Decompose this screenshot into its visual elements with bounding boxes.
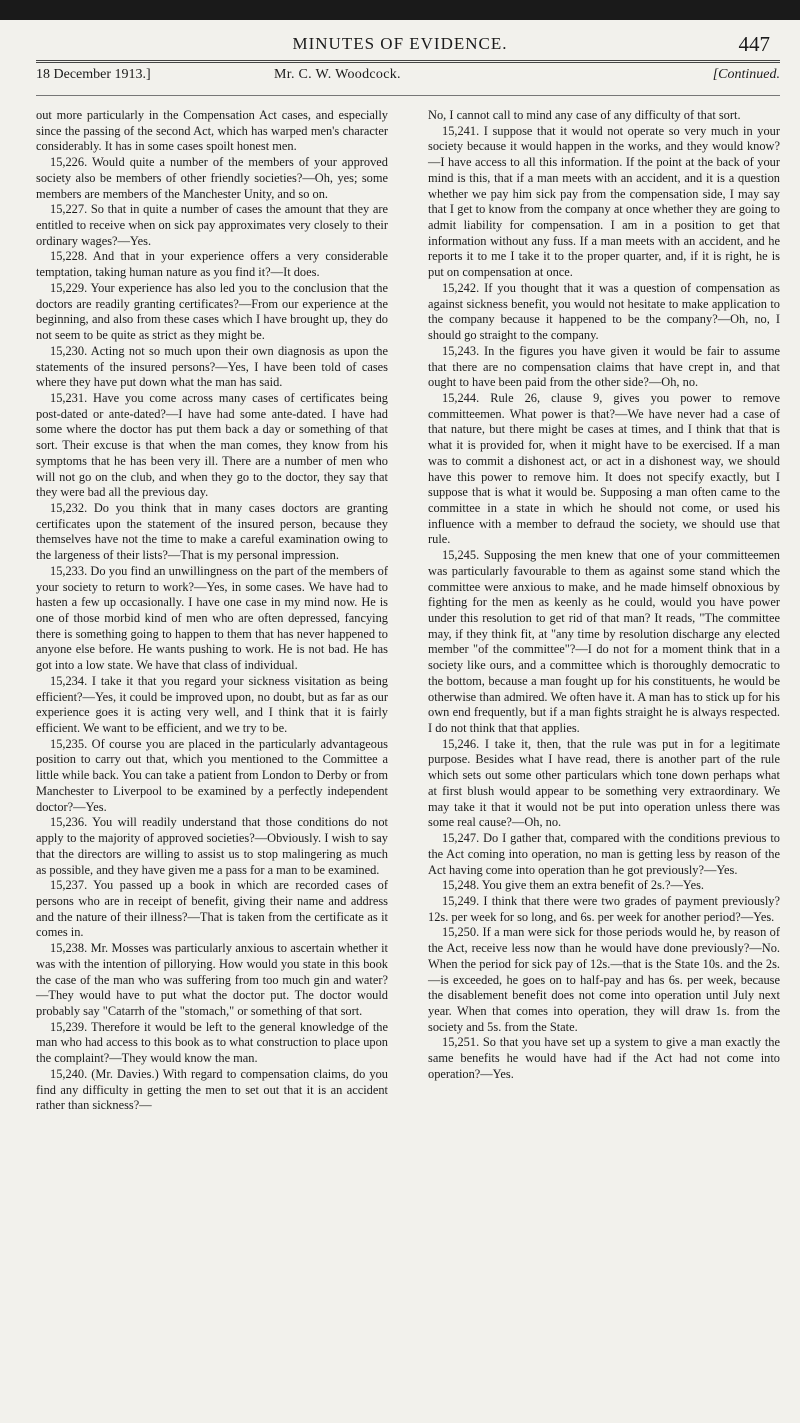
paragraph: 15,244. Rule 26, clause 9, gives you power to remove committeemen. What power is that?—We have never had a case of that nature, but there might be cases at times, and I think that that is what it is provided for, when it might have to be exercised. If a man was to commit a dishonest act, or act in a dishonest way, we should have this power to remove him. It does not specify exactly, but I suppose that is what it would be. Supposing a man often came to the committee in a state in which he should not come, or used his influence with a member to defraud the society, we should use that rule. (428, 390, 780, 547)
paragraph: 15,234. I take it that you regard your sickness visitation as being efficient?—Yes, it could be improved upon, no doubt, but as far as our experience goes it is acting very well, and I think that it is fairly efficient. We want to be efficient, and we try to be. (36, 673, 388, 736)
witness-name: Mr. C. W. Woodcock. (274, 67, 401, 82)
paragraph: 15,229. Your experience has also led you to the conclusion that the doctors are readily granting certificates?—From our experience at the beginning, and also from these cases which I have brought up, they do not seem to be quite as strict as they might be. (36, 280, 388, 343)
left-column (36, 108, 388, 1114)
page-title: MINUTES OF EVIDENCE. (292, 34, 508, 53)
paragraph: 15,248. You give them an extra benefit of 2s.?—Yes. (442, 878, 705, 893)
paragraph: 15,249. I think that there were two grades of payment previously? 12s. per week for so long, and 6s. per week for another period?—Yes. (428, 893, 780, 924)
paragraph: 15,228. And that in your experience offers a very considerable temptation, taking human nature as you find it?—It does. (36, 249, 388, 280)
right-column (428, 108, 780, 1083)
subheader (36, 63, 780, 91)
paragraph: 15,233. Do you find an unwillingness on the part of the members of your society to return to work?—Yes, in some cases. We have had to hasten a few up occasionally. I have one case in my mind now. He is one of those morbid kind of men who are often depressed, fancying there is something going to happen to them that has never happened to anyone else before. He wants pushing to work. He is not bad. He has got into a low state. We have that class of individual. (36, 563, 388, 673)
page-number: 447 (738, 32, 770, 56)
paragraph: 15,241. I suppose that it would not operate so very much in your society because it would happen in the works, and they would know?—I have access to all this information. If the point at the back of your mind is this, that if a man meets with an accident, and it is a question whether we pay him sick pay from the compensation side, I may say that I get to know from the company at once whether they are going to admit liability for compensation. I am in a position to get that information without any fuss. If a man meets with an accident, and he reports it to me I take it to the proper quarter, and, if it is right, he is put on compensation at once. (428, 123, 780, 280)
paragraph: 15,240. (Mr. Davies.) With regard to compensation claims, do you find any difficulty in getting the men to set out that it is an accident rather than sickness?— (36, 1066, 388, 1113)
paragraph: 15,242. If you thought that it was a question of compensation as against sickness benefit, you would not hesitate to make application to the company because it happened to be the company?—Oh, no, I should go straight to the company. (428, 280, 780, 343)
paragraph: out more particularly in the Compensation Act cases, and especially since the passing of the second Act, which has warped men's character considerably. It has in some cases spoilt honest men. (36, 108, 388, 154)
running-head (0, 34, 800, 58)
paragraph: 15,250. If a man were sick for those periods would he, by reason of the Act, receive less now than he would have done previously?—No. When the period for sick pay of 12s.—that is the State 10s. and the 2s.—is exceeded, he goes on to half-pay and has 6s. per week, because the disablement benefit does not come into operation until July next year. When that comes into operation, they will draw 1s. from the society and 5s. from the State. (428, 925, 780, 1034)
session-date: 18 December 1913.] (36, 67, 151, 82)
paragraph: No, I cannot call to mind any case of any difficulty of that sort. (428, 108, 741, 122)
paragraph: 15,251. So that you have set up a system to give a man exactly the same benefits he would have had if the Act had not come into operation?—Yes. (428, 1035, 780, 1081)
paragraph: 15,239. Therefore it would be left to the general knowledge of the man who had access to this book as to what construction to place upon the complaint?—They would know the man. (36, 1019, 388, 1066)
continued-label: [Continued. (712, 67, 780, 82)
paragraph: 15,227. So that in quite a number of cases the amount that they are entitled to receive when on sick pay approximates very closely to their ordinary wages?—Yes. (36, 202, 388, 248)
paragraph: 15,232. Do you think that in many cases doctors are granting certificates upon the statement of the insured person, because they themselves have not the time to make a careful examination owing to the largeness of their lists?—That is my personal impression. (36, 500, 388, 563)
paragraph: 15,237. You passed up a book in which are recorded cases of persons who are in receipt of benefit, giving their name and address and the nature of their illness?—That is taken from the certificate as it comes in. (36, 878, 388, 940)
paragraph: 15,246. I take it, then, that the rule was put in for a legitimate purpose. Besides what I have read, there is another part of the rule which sets out some other particulars which tone down perhaps what at first blush would appear to be something very extraordinary. We may take it that it would not be put into operation unless there was some real cause?—Oh, no. (428, 736, 780, 830)
subheader-rule (36, 95, 780, 96)
scan-top-band (0, 0, 800, 20)
paragraph: 15,243. In the figures you have given it would be fair to assume that there are no compensation claims that have crept in, and that ought to have been paid from the other side?—Oh, no. (428, 343, 780, 390)
paragraph: 15,235. Of course you are placed in the particularly advantageous position to carry out that, which you mentioned to the Committee a little while back. You can take a patient from London to Derby or from Manchester to Liverpool to be examined by a perfectly independent doctor?—Yes. (36, 736, 388, 814)
paragraph: 15,236. You will readily understand that those conditions do not apply to the majority of approved societies?—Obviously. I wish to say that the directors are willing to assist us to stop malingering as much as possible, and they have given me a pass for a man to be examined. (36, 815, 388, 877)
paragraph: 15,238. Mr. Mosses was particularly anxious to ascertain whether it was with the intention of pillorying. How would you state in this book the case of the man who was suffering from too much gin and water?—They would have to put what the doctor put. The doctor would probably say "Catarrh of the "stomach," or something of that sort. (36, 941, 388, 1018)
paragraph: 15,247. Do I gather that, compared with the conditions previous to the Act coming into operation, no man is getting less by reason of the Act having come into operation than he got previously?—Yes. (428, 831, 780, 877)
paragraph: 15,230. Acting not so much upon their own diagnosis as upon the statements of the insured persons?—Yes, I have been told of cases where they have put down what the man has said. (36, 343, 388, 390)
paragraph: 15,245. Supposing the men knew that one of your committeemen was particularly favourable to them as against some stand which the committee were anxious to make, and he made himself obnoxious by fighting for the men as keenly as he could, would you have power under this resolution to get rid of that man? It reads, "The committee may, if they think fit, at "any time by resolution discharge any elected member "of the committee"?—I do not for a moment think that in a society like ours, and a committee which is thoroughly democratic to the bottom, because a man fought up for his constituents, he would be otherwise than admired. We often have it. A man has to stick up for his own end frequently, but if a man fights straight he is always respected. I do not think that that applies. (428, 548, 780, 736)
paragraph: 15,226. Would quite a number of the members of your approved society also be members of other friendly societies?—Oh, yes; some members are members of the Manchester Unity, and so on. (36, 155, 388, 201)
paragraph: 15,231. Have you come across many cases of certificates being post-dated or ante-dated?—I have had some ante-dated. I have had some where the doctor has put them back a day or something of that sort. Their excuse is that when the man comes, they know from his symptoms that he has been very ill. There are a number of men who will not go on the club, and when they go to the doctor, they say that they were bad all the previous day. (36, 390, 388, 500)
